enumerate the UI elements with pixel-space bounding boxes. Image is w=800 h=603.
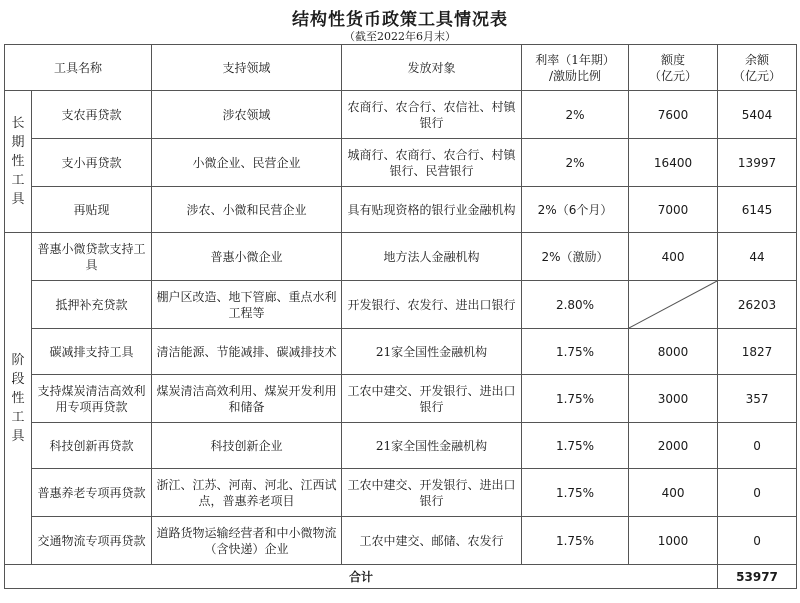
header-balance (718, 45, 797, 91)
tool-balance: 26203 (718, 281, 797, 329)
tool-name: 普惠小微贷款支持工具 (32, 233, 152, 281)
tool-name: 抵押补充贷款 (32, 281, 152, 329)
header-quota (629, 45, 718, 91)
diagonal-slash (629, 281, 717, 328)
table-row (5, 375, 797, 423)
tool-domain: 道路货物运输经营者和中小微物流（含快递）企业 (152, 517, 342, 565)
tool-balance: 0 (718, 517, 797, 565)
tool-target: 农商行、农合行、农信社、村镇银行 (342, 91, 522, 139)
tool-quota: 400 (629, 469, 718, 517)
tool-name: 科技创新再贷款 (32, 423, 152, 469)
tool-domain: 浙江、江苏、河南、河北、江西试点，普惠养老项目 (152, 469, 342, 517)
total-row (5, 565, 797, 589)
tool-rate: 2.80% (522, 281, 629, 329)
tool-quota-empty (629, 281, 718, 329)
tool-quota: 7600 (629, 91, 718, 139)
tool-quota: 16400 (629, 139, 718, 187)
tool-target: 21家全国性金融机构 (342, 423, 522, 469)
table-row (5, 187, 797, 233)
header-balance-line1: 余额 (745, 52, 770, 67)
category-phased (5, 233, 32, 565)
table-subtitle: （截至2022年6月末） (344, 30, 456, 43)
tool-rate: 2%（6个月） (522, 187, 629, 233)
table-row (5, 469, 797, 517)
tool-balance: 357 (718, 375, 797, 423)
tool-quota: 7000 (629, 187, 718, 233)
tool-balance: 13997 (718, 139, 797, 187)
tool-balance: 0 (718, 469, 797, 517)
tool-domain: 科技创新企业 (152, 423, 342, 469)
tool-target: 开发银行、农发行、进出口银行 (342, 281, 522, 329)
tool-name: 交通物流专项再贷款 (32, 517, 152, 565)
header-domain: 支持领域 (152, 45, 342, 91)
tool-balance: 6145 (718, 187, 797, 233)
tool-name: 碳减排支持工具 (32, 329, 152, 375)
tool-domain: 小微企业、民营企业 (152, 139, 342, 187)
tool-quota: 1000 (629, 517, 718, 565)
tool-name: 再贴现 (32, 187, 152, 233)
header-rate-line1: 利率（1年期） (535, 52, 615, 67)
header-target: 发放对象 (342, 45, 522, 91)
tool-balance: 1827 (718, 329, 797, 375)
tool-name: 普惠养老专项再贷款 (32, 469, 152, 517)
tool-domain: 棚户区改造、地下管廊、重点水利工程等 (152, 281, 342, 329)
header-quota-line2: （亿元） (649, 68, 698, 83)
tool-domain: 煤炭清洁高效利用、煤炭开发利用和储备 (152, 375, 342, 423)
tool-domain: 清洁能源、节能减排、碳减排技术 (152, 329, 342, 375)
tool-rate: 2% (522, 139, 629, 187)
tool-domain: 普惠小微企业 (152, 233, 342, 281)
table-row (5, 423, 797, 469)
tool-target: 工农中建交、开发银行、进出口银行 (342, 469, 522, 517)
tool-balance: 0 (718, 423, 797, 469)
total-balance: 53977 (718, 565, 797, 589)
table-row (5, 329, 797, 375)
tool-target: 工农中建交、开发银行、进出口银行 (342, 375, 522, 423)
tool-name: 支农再贷款 (32, 91, 152, 139)
table-title: 结构性货币政策工具情况表 (292, 10, 508, 30)
header-rate-line2: /激励比例 (548, 68, 602, 83)
tool-rate: 1.75% (522, 423, 629, 469)
table-row (5, 139, 797, 187)
tool-quota: 2000 (629, 423, 718, 469)
header-balance-line2: （亿元） (733, 68, 782, 83)
table-row (5, 517, 797, 565)
tool-domain: 涉农领域 (152, 91, 342, 139)
tool-target: 21家全国性金融机构 (342, 329, 522, 375)
category-phased-label: 阶 段 性 工 具 (11, 353, 25, 444)
tool-rate: 1.75% (522, 517, 629, 565)
tool-name: 支小再贷款 (32, 139, 152, 187)
tool-target: 具有贴现资格的银行业金融机构 (342, 187, 522, 233)
table-row (5, 281, 797, 329)
tool-quota: 8000 (629, 329, 718, 375)
table-row (5, 91, 797, 139)
tool-domain: 涉农、小微和民营企业 (152, 187, 342, 233)
tool-rate: 2% (522, 91, 629, 139)
tool-target: 城商行、农商行、农合行、村镇银行、民营银行 (342, 139, 522, 187)
table-row (5, 233, 797, 281)
tool-target: 地方法人金融机构 (342, 233, 522, 281)
category-long-term (5, 91, 32, 233)
tool-rate: 1.75% (522, 329, 629, 375)
header-name: 工具名称 (5, 45, 152, 91)
policy-tools-table (4, 44, 797, 589)
tool-target: 工农中建交、邮储、农发行 (342, 517, 522, 565)
tool-balance: 44 (718, 233, 797, 281)
tool-rate: 1.75% (522, 375, 629, 423)
tool-quota: 3000 (629, 375, 718, 423)
total-label: 合计 (5, 565, 718, 589)
header-row (5, 45, 797, 91)
header-quota-line1: 额度 (661, 52, 686, 67)
header-rate (522, 45, 629, 91)
tool-name: 支持煤炭清洁高效利用专项再贷款 (32, 375, 152, 423)
tool-rate: 1.75% (522, 469, 629, 517)
category-long-term-label: 长 期 性 工 具 (11, 116, 25, 207)
tool-balance: 5404 (718, 91, 797, 139)
tool-rate: 2%（激励） (522, 233, 629, 281)
tool-quota: 400 (629, 233, 718, 281)
